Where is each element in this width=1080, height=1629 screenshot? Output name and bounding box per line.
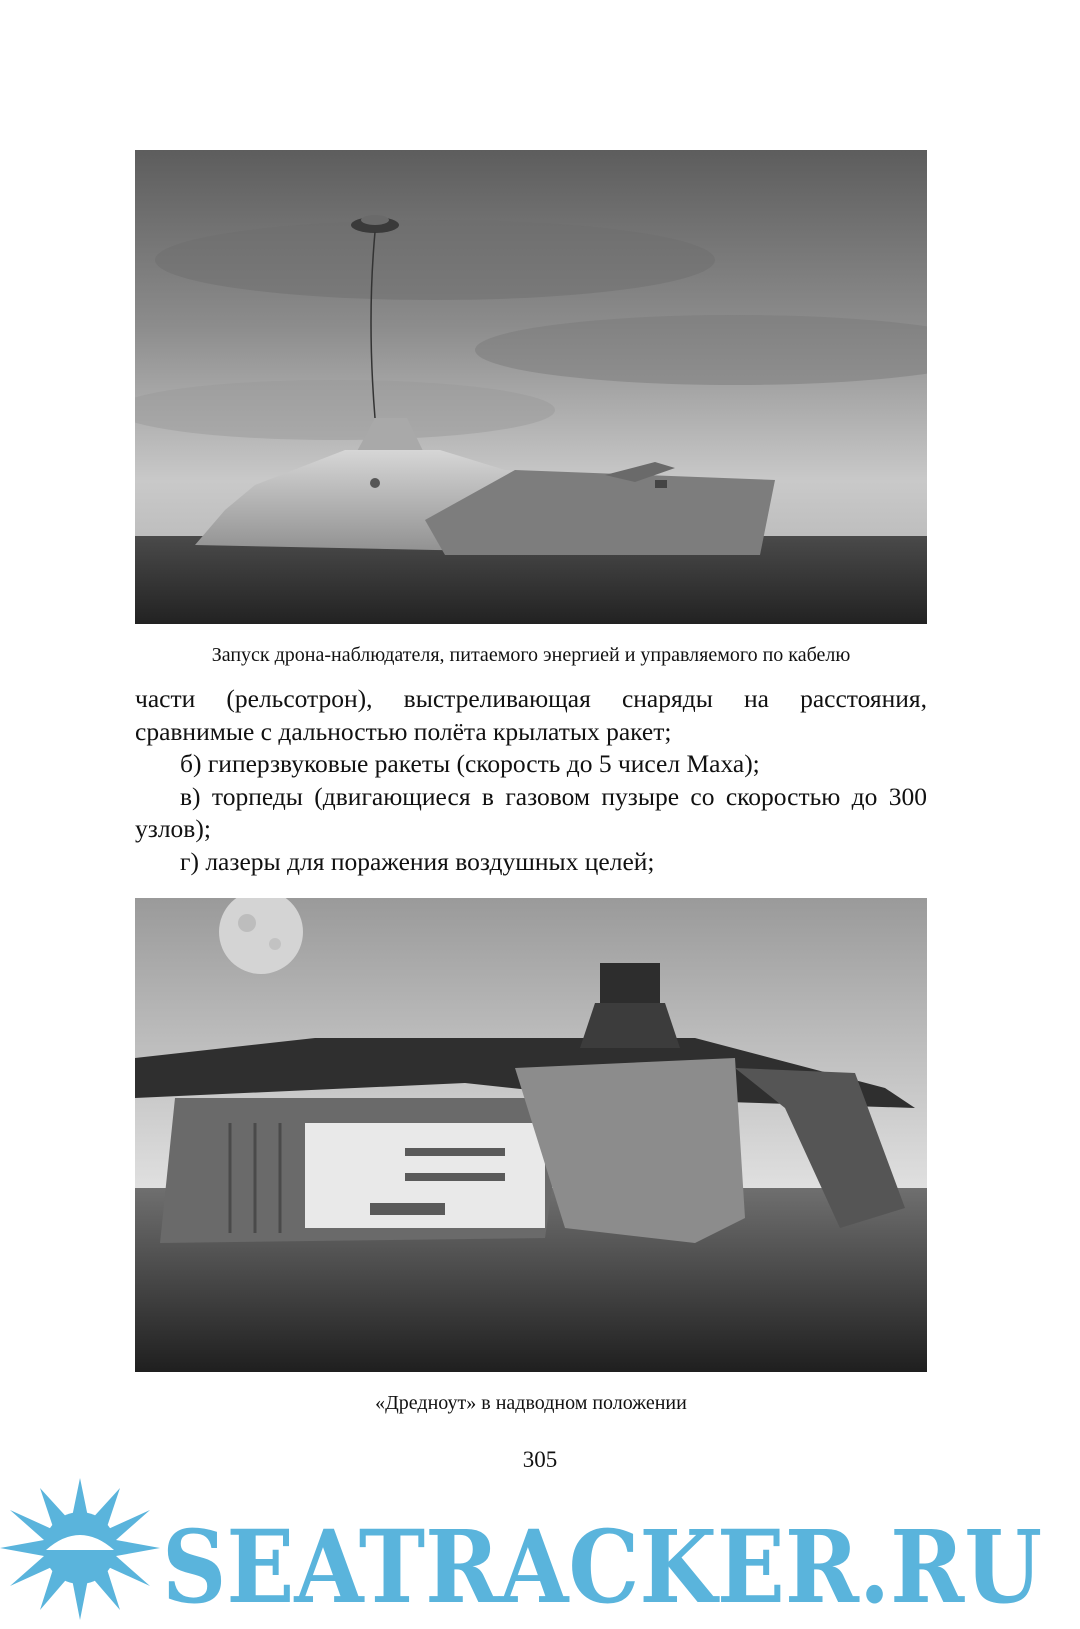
paragraph-railgun: части (рельсотрон), выстреливающая снаряды на расстояния, сравнимые с дальностью полёта крылатых ракет; <box>135 684 927 746</box>
watermark-text: SEATRACKER.RU <box>162 1508 1042 1626</box>
figure-drone-launch-photo <box>135 150 927 624</box>
figure-caption: «Дредноут» в надводном положении <box>375 1392 687 1414</box>
list-item-hypersonic: б) гиперзвуковые ракеты (скорость до 5 чисел Маха); <box>180 749 760 778</box>
figure-caption: Запуск дрона-наблюдателя, питаемого энергией и управляемого по кабелю <box>211 644 851 666</box>
page-number: 305 <box>522 1447 558 1472</box>
dreadnought-illustration <box>135 898 927 1372</box>
ship-drone-illustration <box>135 150 927 624</box>
body-text <box>135 683 927 878</box>
list-item-torpedoes: в) торпеды (двигающиеся в газовом пузыре со скоростью до 300 узлов); <box>135 781 927 843</box>
watermark-logo <box>0 1470 1080 1629</box>
figure-dreadnought-photo <box>135 898 927 1372</box>
list-item-lasers: г) лазеры для поражения воздушных целей; <box>180 846 655 876</box>
watermark <box>0 1470 1080 1629</box>
